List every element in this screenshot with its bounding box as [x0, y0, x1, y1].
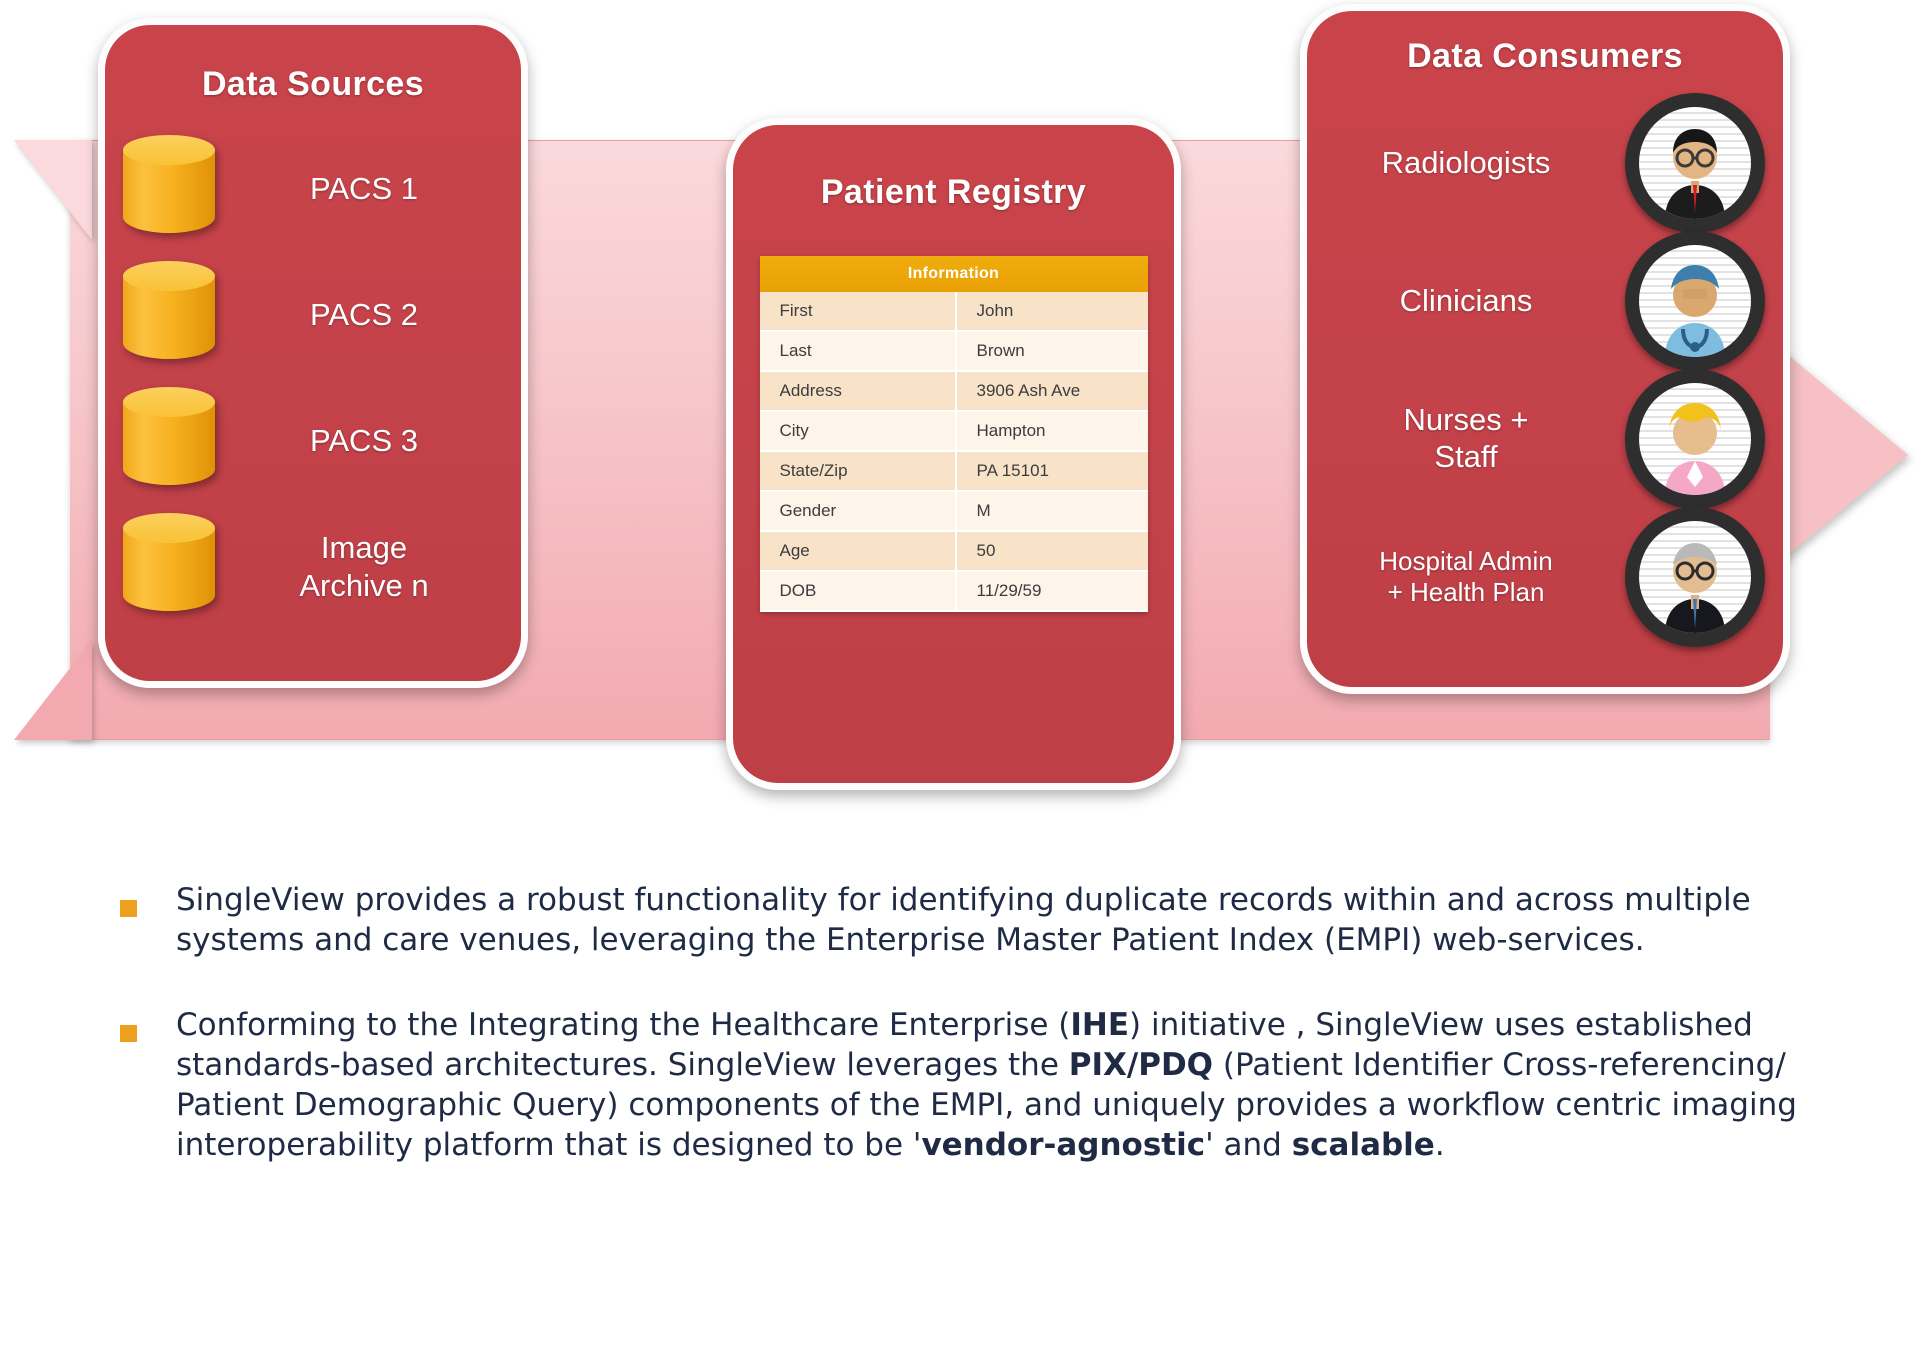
table-cell-field: City	[760, 411, 956, 451]
database-cylinder-icon	[123, 513, 215, 621]
database-cylinder-icon	[123, 387, 215, 495]
table-cell-field: State/Zip	[760, 451, 956, 491]
data-source-label: PACS 3	[310, 423, 418, 459]
data-source-item-image-archive[interactable]	[105, 504, 521, 630]
data-consumer-label-line2: + Health Plan	[1387, 577, 1545, 607]
table-cell-field: Age	[760, 531, 956, 571]
flow-chevron-arrowhead-icon	[1770, 340, 1908, 570]
data-consumer-item-nurses-staff[interactable]	[1307, 370, 1783, 508]
table-cell-value: 3906 Ash Ave	[956, 371, 1148, 411]
table-row	[760, 371, 1148, 411]
data-consumer-label: Radiologists	[1381, 144, 1551, 180]
table-row	[760, 411, 1148, 451]
data-sources-list	[105, 126, 521, 630]
radiologist-avatar-icon	[1625, 93, 1765, 233]
table-cell-field: Address	[760, 371, 956, 411]
data-consumers-panel	[1300, 4, 1790, 694]
table-header-information: Information	[760, 256, 1148, 292]
data-consumer-item-clinicians[interactable]	[1307, 232, 1783, 370]
table-row	[760, 491, 1148, 531]
bullet-item-2	[120, 1005, 1840, 1166]
data-source-label-line2: Archive n	[299, 568, 429, 603]
table-cell-value: Brown	[956, 331, 1148, 371]
clinician-avatar-icon	[1625, 231, 1765, 371]
data-sources-panel	[98, 18, 528, 688]
data-source-label: PACS 1	[310, 171, 418, 207]
table-row	[760, 451, 1148, 491]
data-sources-title: Data Sources	[201, 65, 425, 103]
data-source-item-pacs-1[interactable]	[105, 126, 521, 252]
patient-registry-panel	[726, 118, 1181, 790]
table-cell-field: First	[760, 292, 956, 331]
data-consumers-title: Data Consumers	[1407, 37, 1683, 75]
description-text-block	[120, 880, 1840, 1210]
patient-registry-table	[760, 256, 1148, 612]
data-consumer-label: Clinicians	[1399, 282, 1533, 318]
data-consumers-list	[1307, 94, 1783, 646]
database-cylinder-icon	[123, 135, 215, 243]
data-consumer-item-radiologists[interactable]	[1307, 94, 1783, 232]
table-cell-value: 11/29/59	[956, 571, 1148, 611]
table-cell-value: Hampton	[956, 411, 1148, 451]
table-cell-value: PA 15101	[956, 451, 1148, 491]
database-cylinder-icon	[123, 261, 215, 369]
patient-registry-title: Patient Registry	[820, 173, 1087, 211]
data-consumer-label-line1: Hospital Admin	[1379, 546, 1553, 577]
data-source-item-pacs-3[interactable]	[105, 378, 521, 504]
flow-chevron-tail-bottom-icon	[14, 640, 92, 740]
data-source-label	[215, 529, 521, 605]
table-row	[760, 571, 1148, 611]
table-row	[760, 531, 1148, 571]
hospital-admin-avatar-icon	[1625, 507, 1765, 647]
data-source-label: PACS 2	[310, 297, 418, 333]
table-cell-value: M	[956, 491, 1148, 531]
table-row	[760, 331, 1148, 371]
table-cell-value: 50	[956, 531, 1148, 571]
nurse-avatar-icon	[1625, 369, 1765, 509]
data-consumer-label-line2: Staff	[1434, 439, 1498, 474]
bullet-item-1	[120, 880, 1840, 961]
table-cell-value: John	[956, 292, 1148, 331]
table-row	[760, 292, 1148, 331]
table-cell-field: Gender	[760, 491, 956, 531]
bullet-text-1: SingleView provides a robust functionality for identifying duplicate records within and across multiple systems and care venues, leveraging the Enterprise Master Patient Index (EMPI) web-services.	[176, 882, 1751, 959]
bullet-text-2: Conforming to the Integrating the Healthcare Enterprise (IHE) initiative , SingleView uses established standards-based architectures. SingleView leverages the PIX/PDQ (Patient Identifier Cross-referencing/ Patient Demographic Query) components of the EMPI, and uniquely provides a workflow centric imaging interoperability platform that is designed to be 'vendor-agnostic' and scalable.	[176, 1006, 1797, 1164]
data-consumer-item-hospital-admin[interactable]	[1307, 508, 1783, 646]
data-consumer-label	[1307, 546, 1625, 607]
flow-chevron-tail-top-icon	[14, 140, 92, 240]
data-consumer-label-line1: Nurses +	[1403, 402, 1529, 438]
data-source-item-pacs-2[interactable]	[105, 252, 521, 378]
table-cell-field: DOB	[760, 571, 956, 611]
data-source-label-line1: Image	[320, 530, 408, 566]
square-bullet-icon	[120, 1005, 176, 1166]
data-consumer-label	[1307, 402, 1625, 475]
table-cell-field: Last	[760, 331, 956, 371]
square-bullet-icon	[120, 880, 176, 961]
table-header-row	[760, 256, 1148, 292]
